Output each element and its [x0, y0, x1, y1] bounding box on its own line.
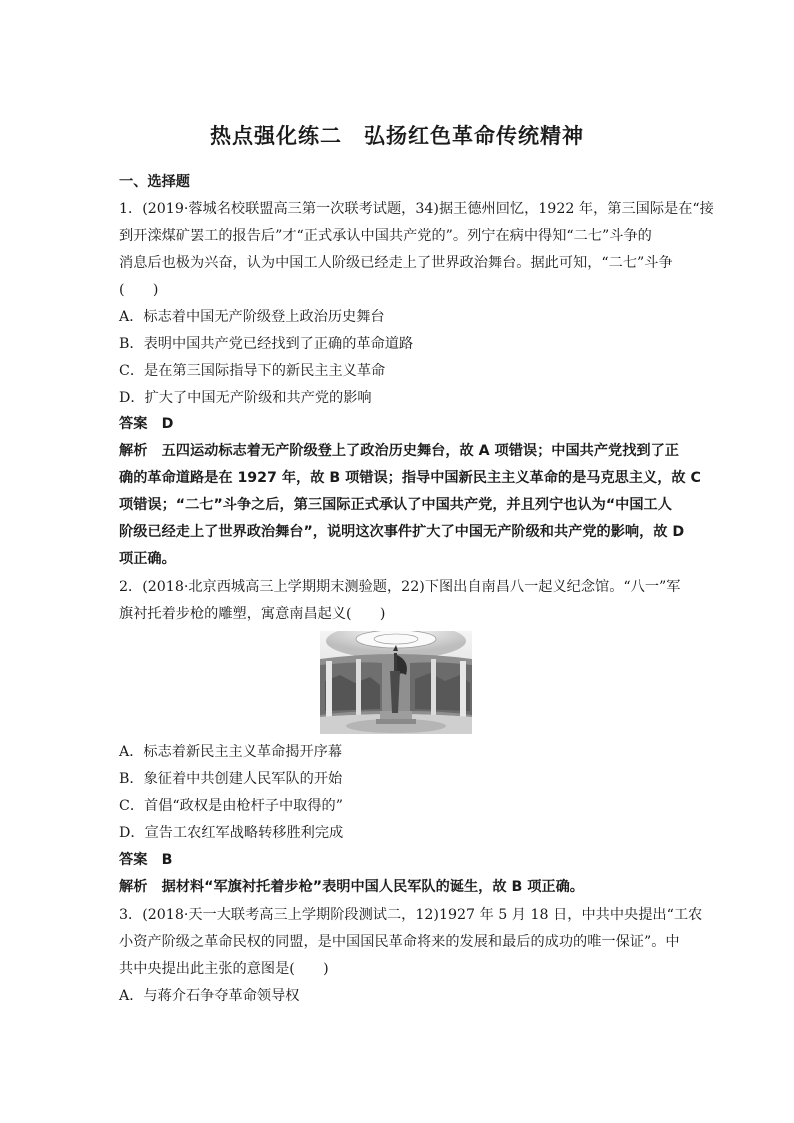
- q2-stem-line: 2．(2018·北京西城高三上学期期末测验题，22)下图出自南昌八一起义纪念馆。“八一”军: [119, 579, 681, 595]
- q1-stem-line: ( ): [119, 282, 159, 298]
- memorial-hall-photo: [320, 631, 472, 734]
- q3-stem-line: 3．(2018·天一大联考高三上学期阶段测试二，12)1927 年 5 月 18 日，中共中央提出“工农: [119, 907, 703, 923]
- q1-analysis-line: 确的革命道路是在 1927 年，故 B 项错误；指导中国新民主主义革命的是马克思主义，故 C: [119, 470, 701, 486]
- q2-option-a: A．标志着新民主主义革命揭开序幕: [119, 744, 343, 760]
- q1-analysis-line: 解析 五四运动标志着无产阶级登上了政治历史舞台，故 A 项错误；中国共产党找到了正: [119, 443, 679, 459]
- q1-option-b: B．表明中国共产党已经找到了正确的革命道路: [119, 336, 414, 352]
- q2-option-c: C．首倡“政权是由枪杆子中取得的”: [119, 798, 343, 814]
- q2-option-b: B．象征着中共创建人民军队的开始: [119, 771, 343, 787]
- q3-option-a: A．与蒋介石争夺革命领导权: [119, 988, 300, 1004]
- q1-option-c: C．是在第三国际指导下的新民主主义革命: [119, 363, 386, 379]
- q2-stem-line: 旗衬托着步枪的雕塑，寓意南昌起义( ): [119, 606, 386, 622]
- q1-answer: 答案 D: [119, 416, 174, 432]
- q1-option-a: A．标志着中国无产阶级登上政治历史舞台: [119, 309, 385, 325]
- q1-analysis-line: 项错误；“二七”斗争之后，第三国际正式承认了中国共产党，并且列宁也认为“中国工人: [119, 497, 672, 513]
- q1-analysis-line: 项正确。: [119, 551, 176, 567]
- page-title: 热点强化练二 弘扬红色革命传统精神: [210, 124, 584, 148]
- q1-stem-line: 1．(2019·蓉城名校联盟高三第一次联考试题，34)据王德州回忆，1922 年，第三国际是在“接: [119, 201, 714, 217]
- q1-stem-line: 到开滦煤矿罢工的报告后”才“正式承认中国共产党的”。列宁在病中得知“二七”斗争的: [119, 228, 652, 244]
- q3-stem-line: 小资产阶级之革命民权的同盟，是中国国民革命将来的发展和最后的成功的唯一保证”。中: [119, 934, 680, 950]
- q2-answer: 答案 B: [119, 852, 173, 868]
- q3-stem-line: 共中央提出此主张的意图是( ): [119, 961, 329, 977]
- q2-analysis-line: 解析 据材料“军旗衬托着步枪”表明中国人民军队的诞生，故 B 项正确。: [119, 879, 584, 895]
- q1-analysis-line: 阶级已经走上了世界政治舞台”，说明这次事件扩大了中国无产阶级和共产党的影响，故 D: [119, 524, 685, 540]
- q2-option-d: D．宣告工农红军战略转移胜利完成: [119, 825, 344, 841]
- q1-option-d: D．扩大了中国无产阶级和共产党的影响: [119, 390, 372, 406]
- section-heading: 一、选择题: [119, 174, 190, 190]
- q1-stem-line: 消息后也极为兴奋，认为中国工人阶级已经走上了世界政治舞台。据此可知，“二七”斗争: [119, 255, 673, 271]
